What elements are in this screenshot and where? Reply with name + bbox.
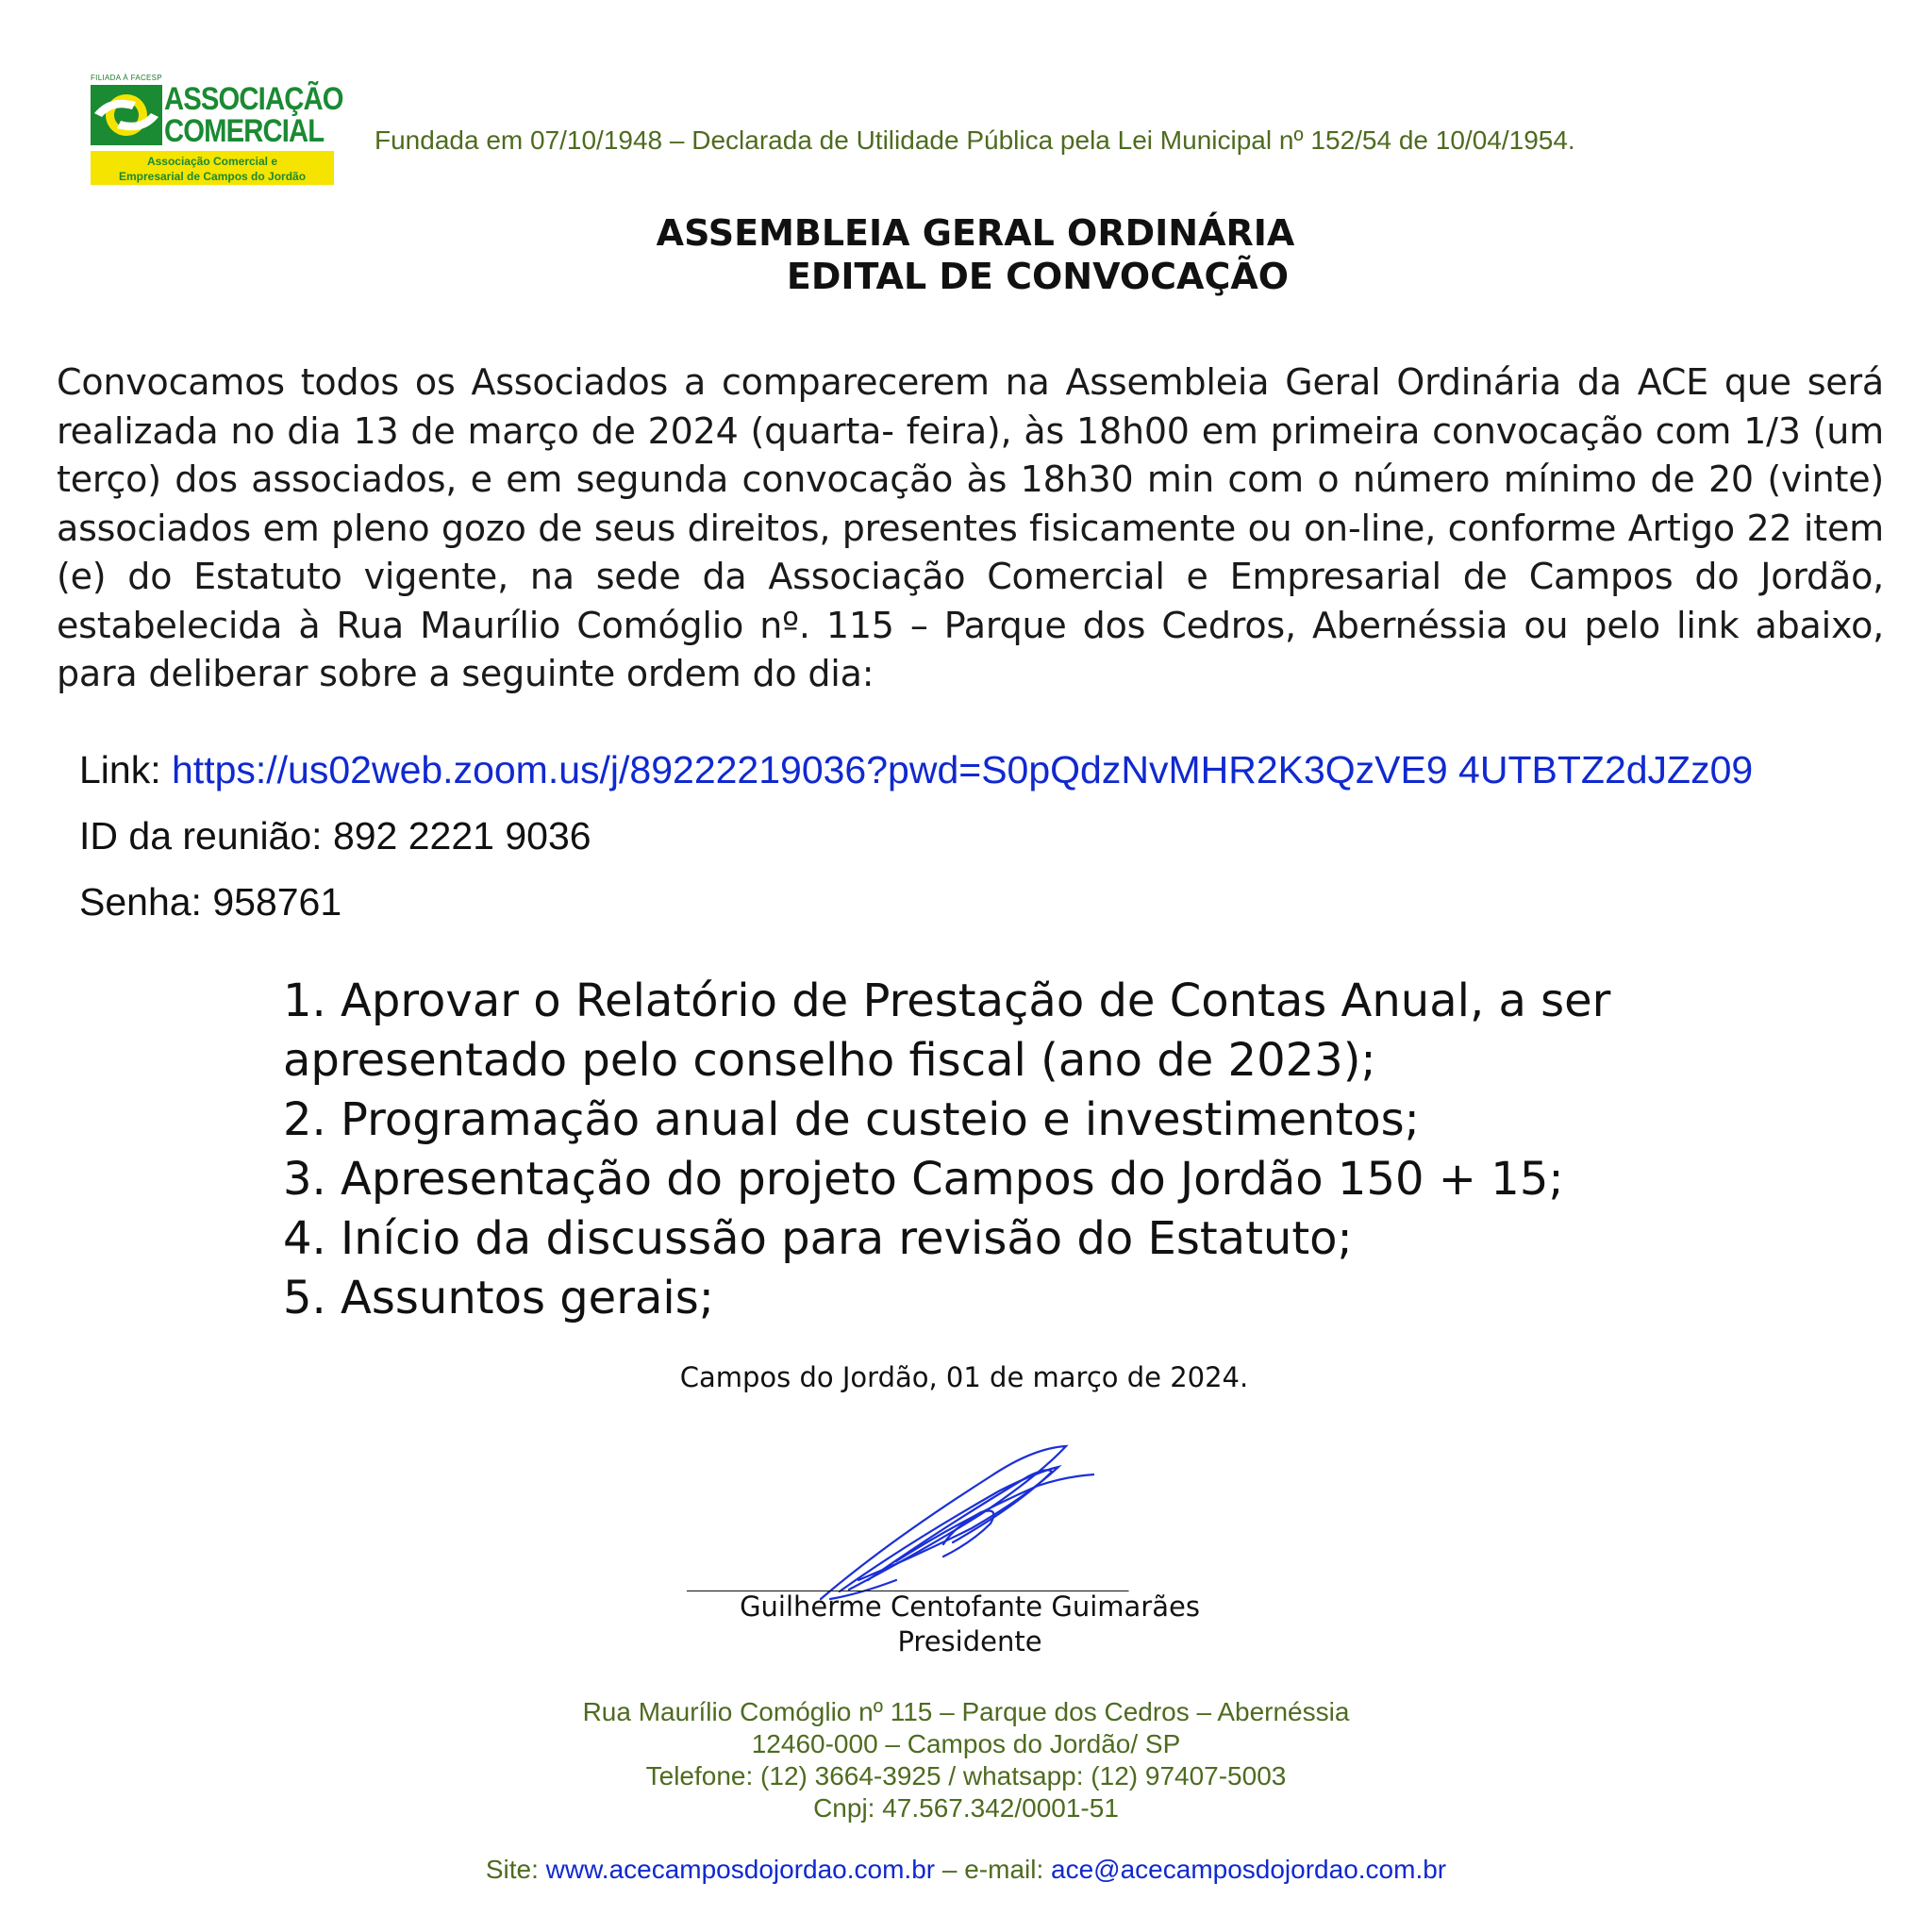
- email-link[interactable]: ace@acecamposdojordao.com.br: [1051, 1855, 1447, 1884]
- logo-sub-line1: Associação Comercial e: [146, 155, 278, 168]
- agenda-item: 1. Aprovar o Relatório de Prestação de Contas Anual, a ser: [283, 974, 1611, 1027]
- signatory-name: Guilherme Centofante Guimarães: [740, 1591, 1200, 1623]
- meeting-id: ID da reunião: 892 2221 9036: [79, 814, 591, 858]
- logo-affiliation: FILIADA À FACESP: [91, 74, 162, 82]
- agenda-item: apresentado pelo conselho fiscal (ano de 2023);: [283, 1034, 1376, 1087]
- founded-statement: Fundada em 07/10/1948 – Declarada de Utilidade Pública pela Lei Municipal nº 152/54 de 10/04/1954.: [375, 125, 1575, 155]
- site-label: Site:: [485, 1855, 546, 1884]
- footer-cep: 12460-000 – Campos do Jordão/ SP: [751, 1729, 1181, 1758]
- logo-sub-line2: Empresarial de Campos do Jordão: [118, 170, 307, 183]
- email-label: – e-mail:: [935, 1855, 1052, 1884]
- logo-subtitle-box: [91, 151, 334, 185]
- site-link[interactable]: www.acecamposdojordao.com.br: [545, 1855, 936, 1884]
- zoom-link[interactable]: https://us02web.zoom.us/j/89222219036?pwd=S0pQdzNvMHR2K3QzVE9 4UTBTZ2dJZz09: [172, 748, 1754, 791]
- date-text: Campos do Jordão, 01 de março de 2024.: [679, 1361, 1249, 1393]
- signatory-block: [0, 1590, 1932, 1659]
- footer-cnpj: Cnpj: 47.567.342/0001-51: [813, 1793, 1119, 1823]
- agenda-item: 5. Assuntos gerais;: [283, 1272, 714, 1324]
- agenda-item: 3. Apresentação do projeto Campos do Jordão 150 + 15;: [283, 1153, 1564, 1206]
- agenda-item: 4. Início da discussão para revisão do Estatuto;: [283, 1212, 1353, 1265]
- agenda-item: 2. Programação anual de custeio e investimentos;: [283, 1093, 1420, 1146]
- footer-contact: [0, 1854, 1932, 1886]
- footer-address: Rua Maurílio Comóglio nº 115 – Parque dos Cedros – Abernéssia: [582, 1697, 1350, 1726]
- footer-phone: Telefone: (12) 3664-3925 / whatsapp: (12) 97407-5003: [645, 1761, 1287, 1790]
- agenda-list: [283, 972, 1698, 1328]
- signature-line: _________________________________: [687, 1564, 1128, 1592]
- logo-brand-line1: ASSOCIAÇÃO: [164, 81, 343, 117]
- date-line: [0, 1361, 1932, 1393]
- meeting-link-line: [79, 748, 1753, 792]
- logo-brand-line2: COMERCIAL: [164, 113, 325, 149]
- logo-emblem-icon: [91, 85, 162, 145]
- meeting-password: Senha: 958761: [79, 880, 342, 924]
- convocation-paragraph: Convocamos todos os Associados a comparecerem na Assembleia Geral Ordinária da ACE que será realizada no dia 13 de março de 2024 (quarta- feira), às 18h00 em primeira convocação com 1/3 (um terço) dos associados, e em segunda convocação às 18h30 min com o número mínimo de 20 (vinte) associados em pleno gozo de seus direitos, presentes fisicamente ou on-line, conforme Artigo 22 item (e) do Estatuto vigente, na sede da Associação Comercial e Empresarial de Campos do Jordão, estabelecida à Rua Maurílio Comóglio nº. 115 – Parque dos Cedros, Abernéssia ou pelo link abaixo, para deliberar sobre a seguinte ordem do dia:: [57, 361, 1884, 694]
- association-logo: [91, 74, 343, 185]
- title-line1: ASSEMBLEIA GERAL ORDINÁRIA: [656, 212, 1295, 254]
- link-label: Link:: [79, 748, 172, 791]
- signatory-role: Presidente: [897, 1625, 1042, 1657]
- title-line2: EDITAL DE CONVOCAÇÃO: [786, 256, 1290, 297]
